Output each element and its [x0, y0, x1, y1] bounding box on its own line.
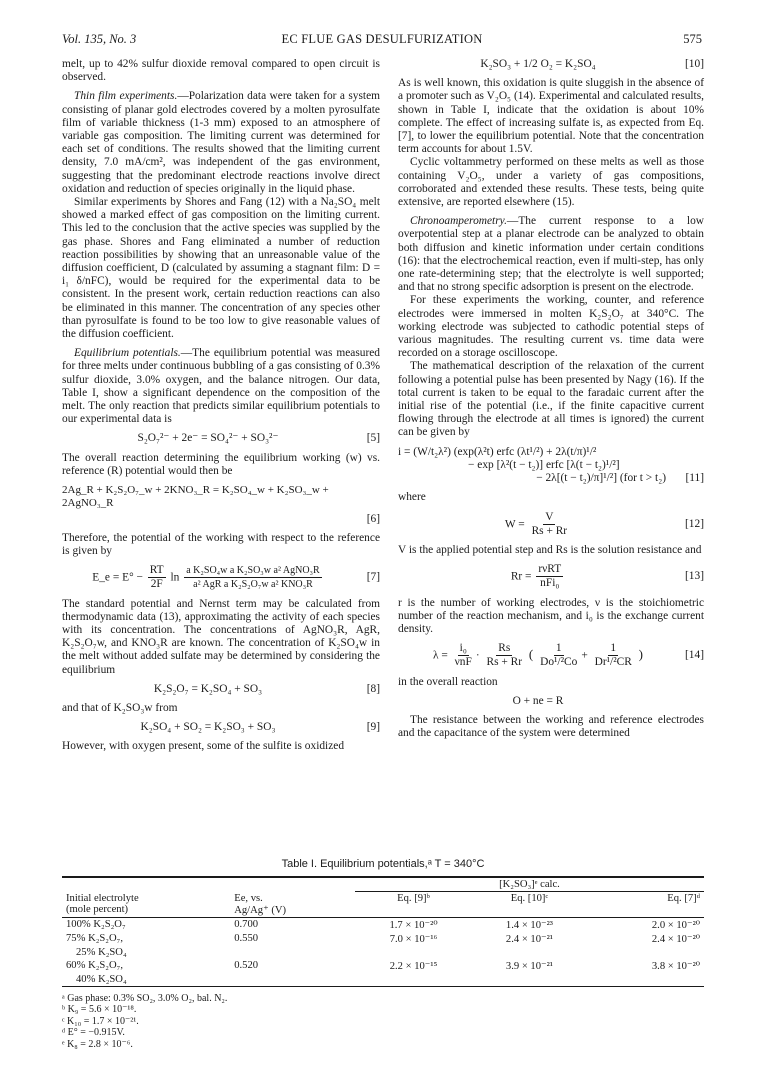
page-number: 575 — [683, 32, 702, 46]
footnote: ᵇ K₉ = 5.6 × 10⁻¹⁸. — [62, 1004, 137, 1015]
table-caption: Table I. Equilibrium potentials,ᵃ T = 340°C — [281, 858, 485, 870]
paragraph: The overall reaction determining the equilibrium working (w) vs. reference (R) potential would then be — [62, 451, 380, 477]
footnote: ᶜ K₁₀ = 1.7 × 10⁻²¹. — [62, 1015, 139, 1027]
section-heading: Thin film experiments. — [74, 90, 178, 103]
paragraph: Equilibrium potentials.—The equilibrium potential was measured for three melts under continuous bubbling of a gas consisting of 0.3% sulfur dioxide, 3.0% oxygen, and the balance nitrogen. Our data, Table I, show a significant dependence on the composition of the melt. The only reaction that predicts similar equilibrium potentials to our experimental data is — [62, 347, 380, 426]
equation-9: K₂SO₄ + SO₂ = K₂SO₃ + SO₃ [9] — [140, 721, 380, 734]
paragraph: where — [398, 491, 426, 504]
equation-15: O + ne = R — [512, 694, 564, 707]
table-row: 40% K₂SO₄ — [62, 973, 704, 987]
paragraph: However, with oxygen present, some of the sulfite is oxidized — [62, 740, 345, 753]
equation-10: K₂SO₃ + 1/2 O₂ = K₂SO₄ [10] — [480, 58, 704, 70]
equation-5: S₂O₇²⁻ + 2e⁻ = SO₄²⁻ + SO₃²⁻ [5] — [137, 432, 380, 445]
equilibrium-table — [62, 876, 704, 987]
group-header: [K₂SO₃]ᵉ calc. — [355, 877, 704, 892]
paragraph: The resistance between the working and reference electrodes and the capacitance of the system were determined — [398, 713, 704, 740]
table-1 — [62, 858, 704, 1050]
table-row: 60% K₂S₂O₇, 0.520 2.2 × 10⁻¹⁵ 3.9 × 10⁻²¹ 3.8 × 10⁻²⁰ — [66, 959, 700, 972]
column-header: Eq. [7]ᵈ — [667, 893, 700, 904]
paragraph: r is the number of working electrodes, ν is the stoichiometric number of the reaction mechanism, and i₀ is the exchange current density. — [398, 596, 704, 635]
equation-11: i = (W/t₂λ²) (exp(λ²t) erfc (λt¹/²) + 2λ(t/π)¹/² − exp [λ²(t − t₂)] erfc [λ(t − t₂)¹/²] − 2λ[(t − t₂)/π]¹/²] (for t > t₂) [11] — [398, 445, 704, 485]
paragraph: The standard potential and Nernst term may be calculated from thermodynamic data (13), approximating the activity of each species with its concentration. The concentrations of AgNO₃R, AgR, K₂S₂O₇w, and KNO₃R are known. The concentration of K₂SO₄w in the melt without added sulfate may be determined by considering the equilibrium — [62, 597, 380, 676]
section-heading: Chronoamperometry. — [410, 215, 507, 228]
table-row: 25% K₂SO₄ — [76, 946, 127, 958]
running-title: EC FLUE GAS DESULFURIZATION — [281, 32, 483, 46]
table-row: 75% K₂S₂O₇, 0.550 7.0 × 10⁻¹⁶ 2.4 × 10⁻²¹ 2.4 × 10⁻²⁰ — [66, 932, 700, 945]
paragraph: V is the applied potential step and Rs is the solution resistance and — [398, 543, 702, 556]
paragraph: Therefore, the potential of the working with respect to the reference is given by — [62, 531, 380, 557]
equation-8: K₂S₂O₇ = K₂SO₄ + SO₃ [8] — [153, 682, 380, 695]
paragraph: Similar experiments by Shores and Fang (12) with a Na₂SO₄ melt showed a marked effect of gas composition on the limiting current. This led to the conclusion that the active species was supplied by the gas phase. Shores and Fang eliminated a number of reduction reaction possibilities by showing that an unreasonable value of the diffusion coefficient, D (calculated by assuming a stagnant film: D = i₁ δ/nFC), would be required for the experimental data to be consistent. In the present work, certain reduction reactions can also be eliminated in this manner. The concentration of any species other than pyrosulfate is found to be too low to give reasonable values of the diffusion coefficient. — [62, 196, 380, 341]
paragraph: As is well known, this oxidation is quite sluggish in the absence of a promoter such as V₂O₅ (14). Experimental and calculated results, shown in Table I, indicate that the oxidation is about 10% complete. The effect of increasing sulfate is, as expected from Eq. [7], to lower the equilibrium potential. Note that the concentration term accounts for about 1.5V. — [398, 77, 704, 156]
footnote: ᵈ E° = −0.915V. — [62, 1027, 125, 1038]
equation-7: E_e = E° − $\frac{RT}{2F}$ ln $\frac{\text{a K₂SO₄w a K₂SO₃w a² AgNO₃R}}{\text{a² AgR a K₂S₂O₇w a² KNO₃R}}$ [7] — [92, 564, 380, 591]
footnote: ᵉ K₈ = 2.8 × 10⁻⁶. — [62, 1038, 133, 1050]
section-heading: Equilibrium potentials. — [74, 347, 181, 360]
volume-label: Vol. 135, No. 3 — [62, 32, 137, 46]
column-header: Eq. [10]ᶜ — [510, 893, 549, 904]
column-header: Eq. [9]ᵇ — [397, 893, 430, 904]
equation-12: W = $\frac{V}{Rs + Rr}$ [12] — [504, 510, 704, 537]
running-header — [62, 32, 702, 50]
paragraph: For these experiments the working, counter, and reference electrodes were immersed in molten K₂S₂O₇ at 340°C. The working electrode was subjected to cathodic potential steps of various magnitudes. The resulting current vs. time data were recorded on a storage oscilloscope. — [398, 294, 704, 360]
left-column — [62, 58, 380, 754]
equation-13: Rr = $\frac{\text{rνRT}}{\text{nFi₀}}$ [13] — [510, 563, 704, 590]
table-footnotes — [62, 993, 704, 1051]
column-header: Ee, vs. Ag/Ag⁺ (V) — [234, 892, 287, 916]
paragraph: Thin film experiments.—Polarization data were taken for a system consisting of planar gold electrodes covered by a molten pyrosulfate film of variable thickness (1-3 mm) exposed to an atmosphere of variable gas composition. The limiting current was determined for each set of conditions. The results showed that the limiting current density, 7.0 mA/cm², was independent of the gas environment, suggesting that the predominant electrode reactions involve direct oxidation and reduction of species originally in the liquid phase. — [62, 90, 380, 195]
equation-number: [6] — [366, 512, 380, 525]
paragraph: and that of K₂SO₃w from — [62, 701, 178, 714]
column-header: Initial electrolyte (mole percent) — [66, 892, 139, 915]
paragraph: Cyclic voltammetry performed on these melts as well as those containing V₂O₅, under a variety of gas compositions, corroborated and extended these results. These tests, being quite extensive, are reported elsewhere (15). — [398, 156, 704, 209]
equation-14: λ = $\frac{\text{i₀}}{\text{νnF}}$ · $\frac{Rs}{Rs + Rr}$ ( $\frac{1}{\text{Do¹/²Co}}$ + $\frac{1}{\text{Dr¹/²CR}}$ ) [14] — [432, 642, 704, 669]
paragraph: melt, up to 42% sulfur dioxide removal compared to open circuit is observed. — [62, 58, 380, 84]
right-column — [398, 58, 704, 740]
paragraph: in the overall reaction — [398, 675, 498, 688]
equation-6: 2Ag_R + K₂S₂O₇_w + 2KNO₃_R = K₂SO₄_w + K₂SO₃_w + 2AgNO₃_R — [62, 484, 329, 510]
footnote: ᵃ Gas phase: 0.3% SO₂, 3.0% O₂, bal. N₂. — [62, 992, 228, 1004]
table-row: 100% K₂S₂O₇ 0.700 1.7 × 10⁻²⁰ 1.4 × 10⁻²³ 2.0 × 10⁻²⁰ — [66, 918, 700, 931]
paragraph: Chronoamperometry.—The current response to a low overpotential step at a planar electrode can be analyzed to obtain both diffusion and kinetic information under certain conditions (16): that the electrochemical reaction, even if multi-step, has only one rate-determining step; that the electrolyte is well supported; and that no strong specific adsorption is present on the electrode. — [398, 215, 704, 294]
paragraph: The mathematical description of the relaxation of the current following a potential pulse has been presented by Nagy (16). If the total current is taken to be equal to the faradaic current after the initial rise of the potential (i.e., if the finite capacitive current flowing through the electrode at all times is ignored) the current can be given by — [398, 360, 704, 439]
